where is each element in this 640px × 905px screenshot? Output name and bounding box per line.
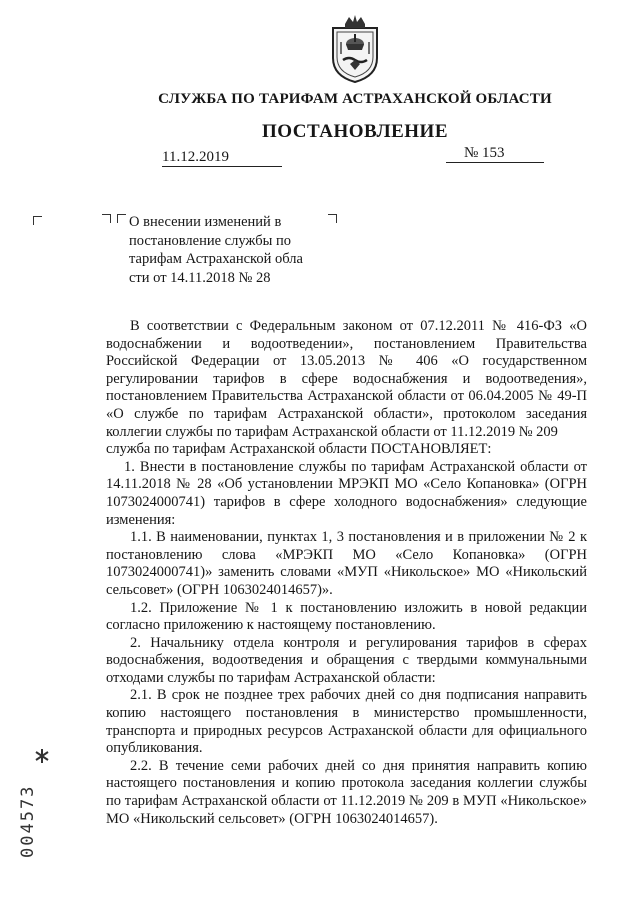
paragraph-1-2: 1.2. Приложение № 1 к постановлению изложить в новой редакции согласно приложению к настоящему постановлению. <box>106 599 587 634</box>
subject-line: тарифам Астраханской обла <box>129 251 303 267</box>
margin-serial-number: 004573 <box>18 784 38 858</box>
document-date: 11.12.2019 <box>162 149 229 165</box>
paragraph-1-1: 1.1. В наименовании, пунктах 1, 3 постановления и в приложении № 2 к постановлению слова «МРЭКП МО «Село Копановка» (ОГРН 1073024000741)» заменить словами «МУП «Никольское» МО «Никольский сельсовет» (ОГРН 1063024014657)». <box>106 529 587 598</box>
corner-mark-subject-left-a <box>102 214 111 223</box>
resolution-clause: служба по тарифам Астраханской области ПОСТАНОВЛЯЕТ: <box>106 441 492 458</box>
asterisk-icon <box>34 748 50 764</box>
document-subject <box>129 213 315 287</box>
paragraph-2: 2. Начальнику отдела контроля и регулирования тарифов в сферах водоснабжения, водоотведения и обращения с твердыми коммунальными отходами службы по тарифам Астраханской области: <box>106 634 587 686</box>
agency-name: СЛУЖБА ПО ТАРИФАМ АСТРАХАНСКОЙ ОБЛАСТИ <box>158 91 552 107</box>
number-underline <box>446 162 544 163</box>
paragraph-2-2: 2.2. В течение семи рабочих дней со дня принятия направить копию настоящего постановления и копию протокола заседания коллегии службы по тарифам Астраханской области от 11.12.2019 № 209 в МУП «Никольское» МО «Никольский сельсовет» (ОГРН 1063024014657). <box>106 757 587 827</box>
paragraph-1: 1. Внести в постановление службы по тарифам Астраханской области от 14.11.2018 № 28 «Об установлении МРЭКП МО «Село Копановка» (ОГРН 1073024000741) тарифов в сфере холодного водоснабжения» следующие изменения: <box>106 458 587 528</box>
paragraph-2-1: 2.1. В срок не позднее трех рабочих дней со дня подписания направить копию настоящего постановления в министерство промышленности, транспорта и природных ресурсов Астраханской области для официального опубликования. <box>106 687 587 757</box>
corner-mark-subject-left-b <box>117 214 126 223</box>
date-underline <box>162 166 282 167</box>
document-number: № 153 <box>464 145 505 161</box>
subject-line: сти от 14.11.2018 № 28 <box>129 269 271 286</box>
corner-mark-subject-right <box>328 214 337 223</box>
corner-mark-left <box>33 216 42 225</box>
preamble-paragraph: В соответствии с Федеральным законом от 07.12.2011 № 416-ФЗ «О водоснабжении и водоотведении», постановлением Правительства Российской Федерации от 13.05.2013 № 406 «О государственном регулировании тарифов в сфере водоснабжения и водоотведения», постановлением Правительства Астраханской области от 06.04.2005 № 49-П «О службе по тарифам Астраханской области», протоколом заседания коллегии службы по тарифам Астраханской области от 11.12.2019 № 209 <box>106 318 587 440</box>
subject-line: О внесении изменений в <box>129 214 282 230</box>
document-type-title: ПОСТАНОВЛЕНИЕ <box>261 121 449 142</box>
coat-of-arms-icon <box>327 14 383 84</box>
subject-line: постановление службы по <box>129 232 291 249</box>
document-body <box>106 318 587 828</box>
